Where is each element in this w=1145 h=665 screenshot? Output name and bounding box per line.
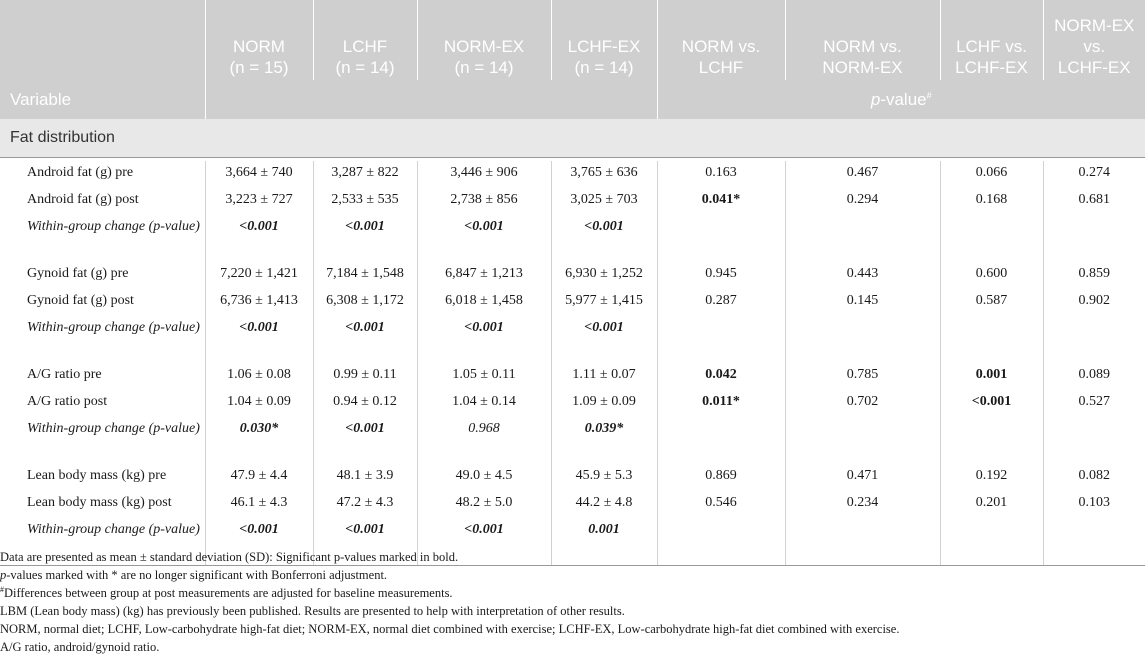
- header-group-norm: NORM (n = 15): [205, 0, 313, 80]
- group-value-cell: <0.001: [313, 518, 417, 566]
- group-value-cell: 5,977 ± 1,415: [551, 289, 657, 316]
- table-row: [0, 464, 1145, 491]
- group-value-cell: 0.001: [551, 518, 657, 566]
- group-value-cell: 0.968: [417, 417, 551, 464]
- footnote: [0, 602, 1145, 620]
- header-group-norm-ex: NORM-EX (n = 14): [417, 0, 551, 80]
- group-value-cell: 6,736 ± 1,413: [205, 289, 313, 316]
- pvalue-cell: 0.681: [1043, 188, 1145, 215]
- pvalue-cell: 0.066: [940, 161, 1043, 188]
- group-value-cell: 7,184 ± 1,548: [313, 262, 417, 289]
- header-row-groups: [0, 0, 1145, 80]
- group-value-cell: 0.94 ± 0.12: [313, 390, 417, 417]
- footnote: [0, 638, 1145, 656]
- pvalue-cell: 0.945: [657, 262, 785, 289]
- group-value-cell: 3,765 ± 636: [551, 161, 657, 188]
- row-label: Android fat (g) pre: [27, 165, 134, 180]
- pvalue-cell: 0.471: [785, 464, 940, 491]
- table-row: [0, 161, 1145, 188]
- group-value-cell: 3,287 ± 822: [313, 161, 417, 188]
- group-value-cell: <0.001: [205, 316, 313, 363]
- group-value-cell: <0.001: [313, 316, 417, 363]
- pvalue-cell: [1043, 316, 1145, 363]
- group-value-cell: 3,664 ± 740: [205, 161, 313, 188]
- row-label: Gynoid fat (g) post: [27, 293, 134, 308]
- row-label: Gynoid fat (g) pre: [27, 266, 129, 281]
- table-footnotes: [0, 548, 1145, 656]
- group-value-cell: 3,446 ± 906: [417, 161, 551, 188]
- pvalue-cell: 0.041*: [657, 188, 785, 215]
- row-label: Lean body mass (kg) pre: [27, 468, 167, 483]
- group-value-cell: 1.06 ± 0.08: [205, 363, 313, 390]
- pvalue-cell: [657, 417, 785, 464]
- pvalue-cell: 0.145: [785, 289, 940, 316]
- footnote-marker: #: [0, 584, 4, 594]
- group-value-cell: <0.001: [417, 215, 551, 262]
- group-value-cell: 48.1 ± 3.9: [313, 464, 417, 491]
- table-row: [0, 491, 1145, 518]
- group-value-cell: 1.05 ± 0.11: [417, 363, 551, 390]
- row-label: Within-group change (p-value): [0, 518, 205, 566]
- group-value-cell: <0.001: [313, 215, 417, 262]
- group-value-cell: 0.99 ± 0.11: [313, 363, 417, 390]
- pvalue-cell: 0.294: [785, 188, 940, 215]
- group-value-cell: 44.2 ± 4.8: [551, 491, 657, 518]
- pvalue-cell: 0.443: [785, 262, 940, 289]
- pvalue-cell: 0.234: [785, 491, 940, 518]
- table-row: [0, 188, 1145, 215]
- group-value-cell: 6,847 ± 1,213: [417, 262, 551, 289]
- footnote: [0, 620, 1145, 638]
- group-value-cell: 45.9 ± 5.3: [551, 464, 657, 491]
- pvalue-cell: 0.274: [1043, 161, 1145, 188]
- group-value-cell: 0.039*: [551, 417, 657, 464]
- group-value-cell: <0.001: [417, 316, 551, 363]
- pvalue-cell: [657, 215, 785, 262]
- pvalue-cell: 0.103: [1043, 491, 1145, 518]
- pvalue-cell: 0.082: [1043, 464, 1145, 491]
- footnote-italic-prefix: p: [0, 568, 7, 582]
- row-label: A/G ratio post: [27, 394, 108, 409]
- group-value-cell: 1.04 ± 0.09: [205, 390, 313, 417]
- row-label: Android fat (g) post: [27, 192, 139, 207]
- group-value-cell: <0.001: [205, 215, 313, 262]
- pvalue-cell: 0.859: [1043, 262, 1145, 289]
- pvalue-cell: 0.600: [940, 262, 1043, 289]
- group-value-cell: <0.001: [551, 316, 657, 363]
- group-value-cell: 3,025 ± 703: [551, 188, 657, 215]
- group-value-cell: <0.001: [205, 518, 313, 566]
- header-group-lchf: LCHF (n = 14): [313, 0, 417, 80]
- pvalue-cell: [657, 316, 785, 363]
- header-comparison-norm-vs-norm-ex: NORM vs. NORM-EX: [785, 0, 940, 80]
- footnote-text: NORM, normal diet; LCHF, Low-carbohydrate high-fat diet; NORM-EX, normal diet combined with exercise; LCHF-EX, Low-carbohydrate high-fat diet combined with exercise.: [0, 622, 900, 636]
- pvalue-cell: 0.527: [1043, 390, 1145, 417]
- pvalue-cell: 0.163: [657, 161, 785, 188]
- group-value-cell: 0.030*: [205, 417, 313, 464]
- table-row: [0, 289, 1145, 316]
- footnote-text: -values marked with * are no longer significant with Bonferroni adjustment.: [6, 568, 388, 582]
- row-label: Within-group change (p-value): [27, 219, 200, 234]
- pvalue-cell: [940, 316, 1043, 363]
- pvalue-cell: <0.001: [940, 390, 1043, 417]
- pvalue-label-p: p: [870, 90, 881, 109]
- header-comparison-norm-vs-lchf: NORM vs. LCHF: [657, 0, 785, 80]
- table-row: [0, 363, 1145, 390]
- header-group-lchf-ex: LCHF-EX (n = 14): [551, 0, 657, 80]
- pvalue-cell: 0.702: [785, 390, 940, 417]
- section-row: [0, 119, 1145, 158]
- pvalue-cell: 0.287: [657, 289, 785, 316]
- footnote-text: A/G ratio, android/gynoid ratio.: [0, 640, 160, 654]
- group-value-cell: 6,930 ± 1,252: [551, 262, 657, 289]
- group-value-cell: 3,223 ± 727: [205, 188, 313, 215]
- group-value-cell: 2,533 ± 535: [313, 188, 417, 215]
- pvalue-cell: [940, 215, 1043, 262]
- group-value-cell: 1.11 ± 0.07: [551, 363, 657, 390]
- pvalue-cell: [1043, 417, 1145, 464]
- pvalue-label-sup: #: [926, 90, 932, 101]
- pvalue-cell: 0.785: [785, 363, 940, 390]
- pvalue-cell: 0.902: [1043, 289, 1145, 316]
- table-row: [0, 316, 1145, 363]
- pvalue-cell: 0.546: [657, 491, 785, 518]
- group-value-cell: 2,738 ± 856: [417, 188, 551, 215]
- pvalue-cell: 0.168: [940, 188, 1043, 215]
- group-value-cell: 49.0 ± 4.5: [417, 464, 551, 491]
- footnote: [0, 548, 1145, 566]
- section-title: Fat distribution: [0, 119, 1145, 158]
- group-value-cell: <0.001: [313, 417, 417, 464]
- group-value-cell: 47.9 ± 4.4: [205, 464, 313, 491]
- header-blank-cell: [0, 0, 205, 80]
- group-value-cell: 1.09 ± 0.09: [551, 390, 657, 417]
- pvalue-cell: [785, 215, 940, 262]
- group-value-cell: 6,018 ± 1,458: [417, 289, 551, 316]
- footnote-text: Differences between group at post measurements are adjusted for baseline measurements.: [4, 586, 453, 600]
- table-row: [0, 417, 1145, 464]
- header-row-labels: [0, 80, 1145, 119]
- pvalue-label-rest: -value: [880, 90, 927, 109]
- footnote-text: Data are presented as mean ± standard deviation (SD): Significant p-values marked in bold.: [0, 550, 459, 564]
- group-header-spacer: [205, 80, 657, 119]
- pvalue-cell: 0.192: [940, 464, 1043, 491]
- row-label: Within-group change (p-value): [27, 320, 200, 335]
- group-value-cell: 7,220 ± 1,421: [205, 262, 313, 289]
- pvalue-cell: [785, 417, 940, 464]
- group-value-cell: 47.2 ± 4.3: [313, 491, 417, 518]
- pvalue-cell: 0.011*: [657, 390, 785, 417]
- group-value-cell: 48.2 ± 5.0: [417, 491, 551, 518]
- pvalue-cell: 0.467: [785, 161, 940, 188]
- group-value-cell: 46.1 ± 4.3: [205, 491, 313, 518]
- pvalue-cell: 0.089: [1043, 363, 1145, 390]
- group-value-cell: <0.001: [551, 215, 657, 262]
- table-body: [0, 161, 1145, 566]
- header-comparison-lchf-vs-lchf-ex: LCHF vs. LCHF-EX: [940, 0, 1043, 80]
- pvalue-cell: [940, 417, 1043, 464]
- row-label: A/G ratio pre: [27, 367, 102, 382]
- group-value-cell: 1.04 ± 0.14: [417, 390, 551, 417]
- row-label: Lean body mass (kg) post: [27, 495, 172, 510]
- group-value-cell: 6,308 ± 1,172: [313, 289, 417, 316]
- table-row: [0, 262, 1145, 289]
- pvalue-cell: 0.587: [940, 289, 1043, 316]
- pvalue-column-header: [657, 80, 1145, 119]
- pvalue-cell: [785, 316, 940, 363]
- pvalue-cell: 0.869: [657, 464, 785, 491]
- row-label: Within-group change (p-value): [27, 421, 200, 436]
- footnote: [0, 566, 1145, 584]
- table-row: [0, 215, 1145, 262]
- variable-column-header: Variable: [0, 80, 205, 119]
- pvalue-cell: 0.201: [940, 491, 1043, 518]
- group-value-cell: <0.001: [417, 518, 551, 566]
- footnote-text: LBM (Lean body mass) (kg) has previously been published. Results are presented to help with interpretation of other results.: [0, 604, 625, 618]
- pvalue-cell: [1043, 215, 1145, 262]
- pvalue-cell: 0.042: [657, 363, 785, 390]
- pvalue-cell: 0.001: [940, 363, 1043, 390]
- footnote: [0, 584, 1145, 602]
- header-comparison-norm-ex-vs-lchf-ex: NORM-EX vs. LCHF-EX: [1043, 0, 1145, 80]
- table-row: [0, 390, 1145, 417]
